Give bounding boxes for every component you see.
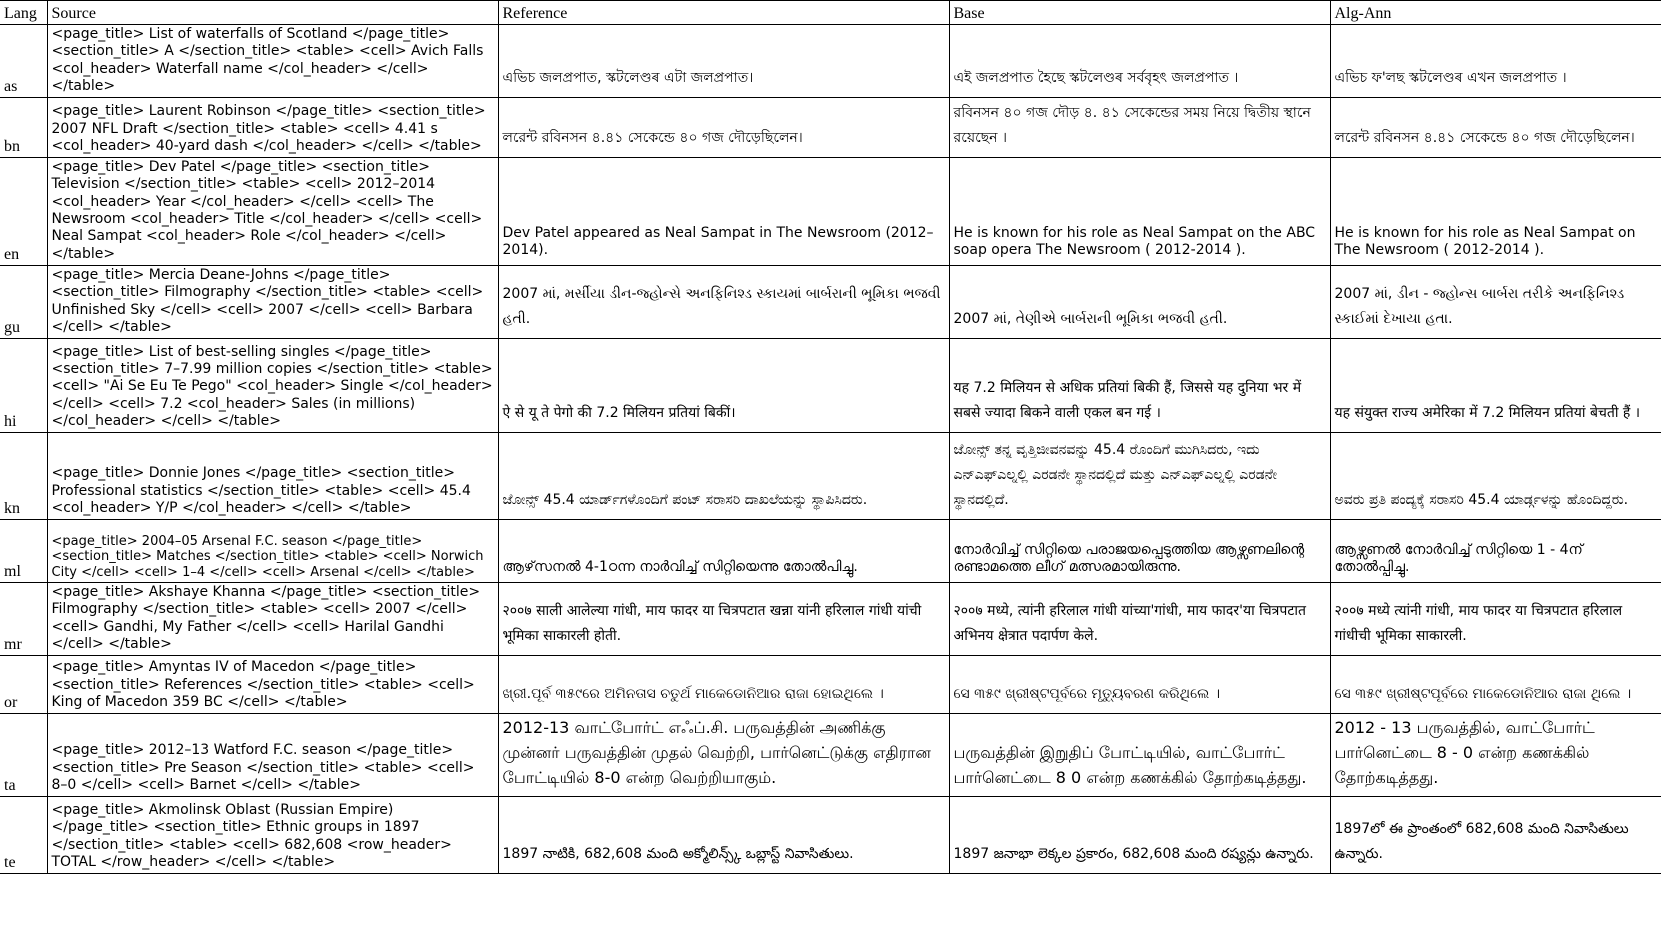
source-cell: <page_title> List of waterfalls of Scotland </page_title> <section_title> A </section_title> <table> <cell> Avich Falls <col_header> Waterfall name </col_header> </cell> </table> bbox=[47, 25, 498, 98]
alg-ann-cell: লরেন্ট রবিনসন ৪.৪১ সেকেন্ডে ৪০ গজ দৌড়েছিলেন। bbox=[1330, 98, 1661, 158]
lang-cell: ml bbox=[0, 520, 47, 583]
reference-cell: ಜೋನ್ಸ್ 45.4 ಯಾರ್ಡ್‌ಗಳೊಂದಿಗೆ ಪಂಟ್ ಸರಾಸರಿ ದಾಖಲೆಯನ್ನು ಸ್ಥಾಪಿಸಿದರು. bbox=[498, 433, 949, 520]
base-cell: ସେ ୩୫୯ ଖ୍ରୀଷ୍ଟପୂର୍ବରେ ମୃତ୍ୟୁବରଣ କରିଥିଲେ । bbox=[949, 656, 1330, 714]
reference-cell: এভিচ জলপ্ৰপাত, স্কটলেণ্ডৰ এটা জলপ্ৰপাত। bbox=[498, 25, 949, 98]
header-source: Source bbox=[47, 1, 498, 25]
base-cell: এই জলপ্ৰপাত হৈছে স্কটলেণ্ডৰ সৰ্ববৃহৎ জলপ্ৰপাত । bbox=[949, 25, 1330, 98]
table-row bbox=[0, 265, 1661, 338]
source-cell: <page_title> Akshaye Khanna </page_title> <section_title> Filmography </section_title> <table> <cell> 2007 </cell> <cell> Gandhi, My Father </cell> <cell> Harilal Gandhi </cell> </table> bbox=[47, 583, 498, 656]
reference-cell: ആഴ്‌സനല്‍ 4-1ഠന്ന നാര്‍വിച്ച് സിറ്റിയെന്നു തോല്‍പിച്ചു. bbox=[498, 520, 949, 583]
header-row bbox=[0, 1, 1661, 25]
alg-ann-cell: २००७ मध्ये त्यांनी गांधी, माय फादर या चित्रपटात हरिलाल गांधीची भूमिका साकारली. bbox=[1330, 583, 1661, 656]
lang-cell: en bbox=[0, 158, 47, 266]
source-cell: <page_title> Dev Patel </page_title> <section_title> Television </section_title> <table> <cell> 2012–2014 <col_header> Year </col_header> </cell> <cell> The Newsroom <col_header> Title </col_header> </cell> <cell> Neal Sampat <col_header> Role </col_header> </cell> </table> bbox=[47, 158, 498, 266]
table-row bbox=[0, 797, 1661, 874]
source-cell: <page_title> List of best-selling singles </page_title> <section_title> 7–7.99 million copies </section_title> <table> <cell> "Ai Se Eu Te Pego" <col_header> Single </col_header> </cell> <cell> 7.2 <col_header> Sales (in millions) </col_header> </cell> </table> bbox=[47, 339, 498, 433]
base-cell: २००७ मध्ये, त्यांनी हरिलाल गांधी यांच्या'गांधी, माय फादर'या चित्रपटात अभिनय क्षेत्रात पदार्पण केले. bbox=[949, 583, 1330, 656]
reference-cell: २००७ साली आलेल्या गांधी, माय फादर या चित्रपटात खन्ना यांनी हरिलाल गांधी यांची भूमिका साकारली होती. bbox=[498, 583, 949, 656]
header-base: Base bbox=[949, 1, 1330, 25]
lang-cell: hi bbox=[0, 339, 47, 433]
source-cell: <page_title> Mercia Deane-Johns </page_title> <section_title> Filmography </section_title> <table> <cell> Unfinished Sky </cell> <cell> 2007 </cell> <cell> Barbara </cell> </table> bbox=[47, 265, 498, 338]
lang-cell: or bbox=[0, 656, 47, 714]
source-cell: <page_title> 2004–05 Arsenal F.C. season </page_title> <section_title> Matches </section_title> <table> <cell> Norwich City </cell> <cell> 1–4 </cell> <cell> Arsenal </cell> </table> bbox=[47, 520, 498, 583]
reference-cell: লরেন্ট রবিনসন ৪.৪১ সেকেন্ডে ৪০ গজ দৌড়েছিলেন। bbox=[498, 98, 949, 158]
table-row bbox=[0, 339, 1661, 433]
base-cell: রবিনসন ৪০ গজ দৌড় ৪. ৪১ সেকেন্ডের সময় নিয়ে দ্বিতীয় স্থানে রয়েছেন । bbox=[949, 98, 1330, 158]
table-row bbox=[0, 656, 1661, 714]
alg-ann-cell: He is known for his role as Neal Sampat on The Newsroom ( 2012-2014 ). bbox=[1330, 158, 1661, 266]
base-cell: He is known for his role as Neal Sampat on the ABC soap opera The Newsroom ( 2012-2014 ). bbox=[949, 158, 1330, 266]
base-cell: 1897 జనాభా లెక్కల ప్రకారం, 682,608 మంది రష్యన్లు ఉన్నారు. bbox=[949, 797, 1330, 874]
source-cell: <page_title> Donnie Jones </page_title> <section_title> Professional statistics </section_title> <table> <cell> 45.4 <col_header> Y/P </col_header> </cell> </table> bbox=[47, 433, 498, 520]
base-cell: 2007 માં, તેણીએ બાર્બરાની ભૂમિકા ભજવી હતી. bbox=[949, 265, 1330, 338]
lang-cell: te bbox=[0, 797, 47, 874]
base-cell: यह 7.2 मिलियन से अधिक प्रतियां बिकी हैं, जिससे यह दुनिया भर में सबसे ज्यादा बिकने वाली एकल बन गई । bbox=[949, 339, 1330, 433]
table-row bbox=[0, 25, 1661, 98]
source-cell: <page_title> Akmolinsk Oblast (Russian Empire) </page_title> <section_title> Ethnic groups in 1897 </section_title> <table> <cell> 682,608 <row_header> TOTAL </row_header> </cell> </table> bbox=[47, 797, 498, 874]
reference-cell: 2007 માં, મર્સીયા ડીન-જ્હોન્સે અનફિનિશ્ડ સ્કાયમાં બાર્બરાની ભૂમિકા ભજવી હતી. bbox=[498, 265, 949, 338]
lang-cell: kn bbox=[0, 433, 47, 520]
base-cell: ಜೋನ್ಸ್ ತನ್ನ ವೃತ್ತಿಜೀವನವನ್ನು 45.4 ರೊಂದಿಗೆ ಮುಗಿಸಿದರು, ಇದು ಎನ್ಎಫ್ಎಲ್ನಲ್ಲಿ ಎರಡನೇ ಸ್ಥಾನದಲ್ಲಿದೆ ಮತ್ತು ಎನ್ಎಫ್ಎಲ್ನಲ್ಲಿ ಎರಡನೇ ಸ್ಥಾನದಲ್ಲಿದೆ. bbox=[949, 433, 1330, 520]
lang-cell: ta bbox=[0, 714, 47, 797]
reference-cell: Dev Patel appeared as Neal Sampat in The Newsroom (2012–2014). bbox=[498, 158, 949, 266]
alg-ann-cell: ആഴ്സണൽ നോർവിച്ച് സിറ്റിയെ 1 - 4ന് തോൽപ്പിച്ചു. bbox=[1330, 520, 1661, 583]
lang-cell: bn bbox=[0, 98, 47, 158]
table-row bbox=[0, 583, 1661, 656]
source-cell: <page_title> Laurent Robinson </page_title> <section_title> 2007 NFL Draft </section_title> <table> <cell> 4.41 s <col_header> 40-yard dash </col_header> </cell> </table> bbox=[47, 98, 498, 158]
reference-cell: ऐ से यू ते पेगो की 7.2 मिलियन प्रतियां बिकीं। bbox=[498, 339, 949, 433]
lang-cell: gu bbox=[0, 265, 47, 338]
alg-ann-cell: 2007 માં, ડીન - જ્હોન્સ બાર્બરા તરીકે અનફિનિશ્ડ સ્કાઈમાં દેખાયા હતા. bbox=[1330, 265, 1661, 338]
alg-ann-cell: ಅವರು ಪ್ರತಿ ಪಂದ್ಯಕ್ಕೆ ಸರಾಸರಿ 45.4 ಯಾರ್ಡ್ಗಳನ್ನು ಹೊಂದಿದ್ದರು. bbox=[1330, 433, 1661, 520]
lang-cell: mr bbox=[0, 583, 47, 656]
header-reference: Reference bbox=[498, 1, 949, 25]
reference-cell: 2012-13 வாட்போர்ட் எஃப்.சி. பருவத்தின் அணிக்கு முன்னர் பருவத்தின் முதல் வெற்றி, பார்னெட்டுக்கு எதிரான போட்டியில் 8-0 என்ற வெற்றியாகும். bbox=[498, 714, 949, 797]
base-cell: பருவத்தின் இறுதிப் போட்டியில், வாட்போர்ட் பார்னெட்டை 8 0 என்ற கணக்கில் தோற்கடித்தது. bbox=[949, 714, 1330, 797]
header-alg-ann: Alg-Ann bbox=[1330, 1, 1661, 25]
table-row bbox=[0, 158, 1661, 266]
source-cell: <page_title> 2012–13 Watford F.C. season </page_title> <section_title> Pre Season </section_title> <table> <cell> 8–0 </cell> <cell> Barnet </cell> </table> bbox=[47, 714, 498, 797]
lang-cell: as bbox=[0, 25, 47, 98]
alg-ann-cell: এভিচ ফ'লছ স্কটলেণ্ডৰ এখন জলপ্ৰপাত । bbox=[1330, 25, 1661, 98]
source-cell: <page_title> Amyntas IV of Macedon </page_title> <section_title> References </section_title> <table> <cell> King of Macedon 359 BC </cell> </table> bbox=[47, 656, 498, 714]
base-cell: നോർവിച്ച് സിറ്റിയെ പരാജയപ്പെടുത്തിയ ആഴ്സണലിന്റെ രണ്ടാമത്തെ ലീഗ് മത്സരമായിരുന്നു. bbox=[949, 520, 1330, 583]
table-row bbox=[0, 98, 1661, 158]
table-row bbox=[0, 433, 1661, 520]
alg-ann-cell: ସେ ୩୫୯ ଖ୍ରୀଷ୍ଟପୂର୍ବରେ ମାକେଡୋନିଆର ରାଜା ଥିଲେ । bbox=[1330, 656, 1661, 714]
table-row bbox=[0, 714, 1661, 797]
alg-ann-cell: यह संयुक्त राज्य अमेरिका में 7.2 मिलियन प्रतियां बेचती हैं । bbox=[1330, 339, 1661, 433]
alg-ann-cell: 2012 - 13 பருவத்தில், வாட்போர்ட் பார்னெட்டை 8 - 0 என்ற கணக்கில் தோற்கடித்தது. bbox=[1330, 714, 1661, 797]
reference-cell: ଖ୍ରୀ.ପୂର୍ବ ୩୫୯ରେ ଅମିନତାସ ଚତୁର୍ଥ ମାକେଡୋନିଆର ରାଜା ହୋଇଥିଲେ । bbox=[498, 656, 949, 714]
table-row bbox=[0, 520, 1661, 583]
reference-cell: 1897 నాటికి, 682,608 మంది అక్మోలిన్స్క్ ఒబ్లాస్ట్ నివాసితులు. bbox=[498, 797, 949, 874]
alg-ann-cell: 1897లో ఈ ప్రాంతంలో 682,608 మంది నివాసితులు ఉన్నారు. bbox=[1330, 797, 1661, 874]
header-lang: Lang bbox=[0, 1, 47, 25]
